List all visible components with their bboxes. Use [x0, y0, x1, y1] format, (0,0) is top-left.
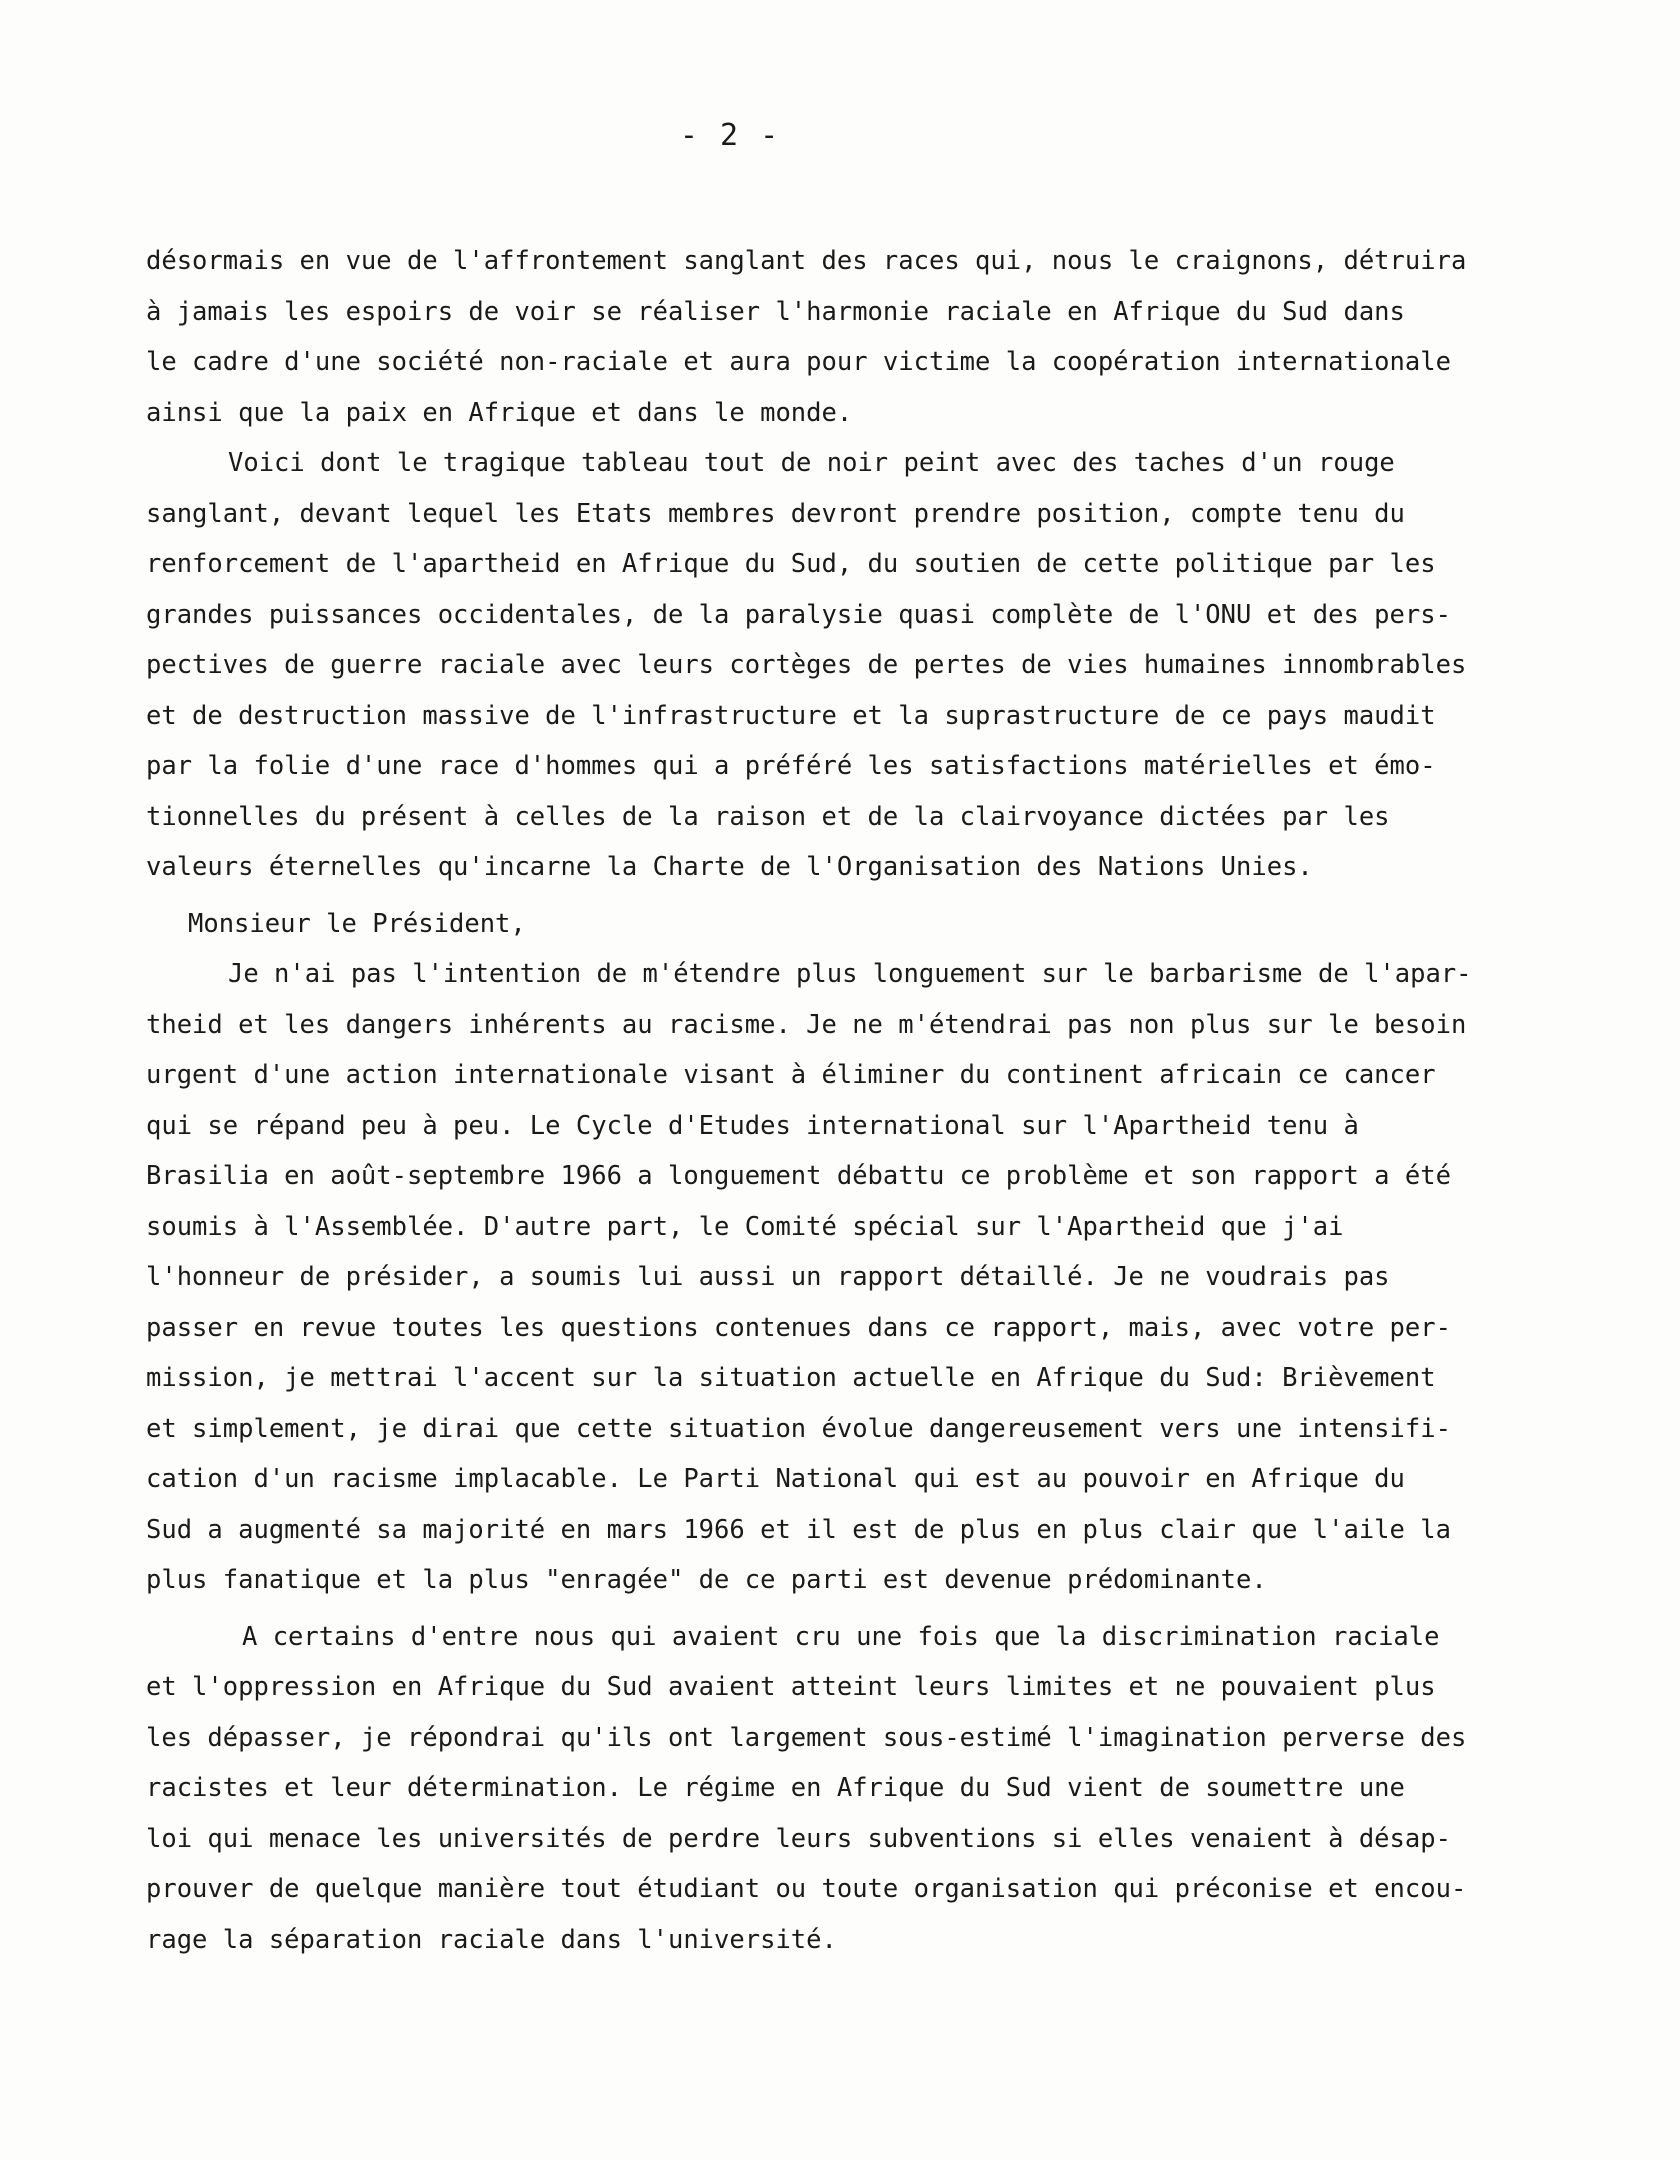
- text-line: mission, je mettrai l'accent sur la situation actuelle en Afrique du Sud: Brièvement: [146, 1363, 1436, 1393]
- text-line: grandes puissances occidentales, de la paralysie quasi complète de l'ONU et des pers-: [146, 599, 1451, 630]
- text-line: l'honneur de présider, a soumis lui aussi un rapport détaillé. Je ne voudrais pas: [146, 1262, 1390, 1292]
- text-line: racistes et leur détermination. Le régime en Afrique du Sud vient de soumettre une: [146, 1773, 1405, 1803]
- text-line: à jamais les espoirs de voir se réaliser l'harmonie raciale en Afrique du Sud dans: [146, 296, 1405, 327]
- text-line: et l'oppression en Afrique du Sud avaient atteint leurs limites et ne pouvaient plus: [146, 1672, 1436, 1702]
- text-line: Sud a augmenté sa majorité en mars 1966 et il est de plus en plus clair que l'aile la: [146, 1514, 1451, 1545]
- text-line: Brasilia en août-septembre 1966 a longuement débattu ce problème et son rapport a été: [146, 1161, 1451, 1191]
- text-line: A certains d'entre nous qui avaient cru une fois que la discrimination raciale: [242, 1621, 1440, 1652]
- salutation: [146, 899, 1586, 950]
- text-line: prouver de quelque manière tout étudiant ou toute organisation qui préconise et encou-: [146, 1874, 1467, 1904]
- text-line: et de destruction massive de l'infrastructure et la suprastructure de ce pays maudit: [146, 700, 1436, 731]
- text-line: ainsi que la paix en Afrique et dans le monde.: [146, 397, 853, 428]
- document-body: [146, 236, 1586, 1965]
- text-line: plus fanatique et la plus "enragée" de ce parti est devenue prédominante.: [146, 1565, 1267, 1595]
- text-line: passer en revue toutes les questions contenues dans ce rapport, mais, avec votre per-: [146, 1312, 1451, 1343]
- paragraph-2: [146, 438, 1586, 893]
- paragraph-5: [146, 1612, 1586, 1966]
- paragraph-1: [146, 236, 1586, 438]
- text-line: les dépasser, je répondrai qu'ils ont largement sous-estimé l'imagination perverse des: [146, 1722, 1467, 1753]
- text-line: valeurs éternelles qu'incarne la Charte de l'Organisation des Nations Unies.: [146, 852, 1313, 882]
- text-line: par la folie d'une race d'hommes qui a préféré les satisfactions matérielles et émo-: [146, 751, 1436, 781]
- text-line: cation d'un racisme implacable. Le Parti National qui est au pouvoir en Afrique du: [146, 1464, 1405, 1494]
- text-line: et simplement, je dirai que cette situation évolue dangereusement vers une intensifi-: [146, 1413, 1451, 1444]
- text-line: theid et les dangers inhérents au racisme. Je ne m'étendrai pas non plus sur le besoin: [146, 1009, 1467, 1040]
- text-line: soumis à l'Assemblée. D'autre part, le Comité spécial sur l'Apartheid que j'ai: [146, 1211, 1344, 1242]
- text-line: qui se répand peu à peu. Le Cycle d'Etudes international sur l'Apartheid tenu à: [146, 1110, 1359, 1141]
- text-line: Je n'ai pas l'intention de m'étendre plus longuement sur le barbarisme de l'apar-: [228, 959, 1472, 989]
- text-line: loi qui menace les universités de perdre leurs subventions si elles venaient à désap-: [146, 1823, 1451, 1854]
- text-line: Voici dont le tragique tableau tout de noir peint avec des taches d'un rouge: [228, 448, 1395, 478]
- text-line: urgent d'une action internationale visant à éliminer du continent africain ce cancer: [146, 1060, 1436, 1090]
- text-line: pectives de guerre raciale avec leurs cortèges de pertes de vies humaines innombrables: [146, 650, 1467, 680]
- text-line: renforcement de l'apartheid en Afrique du Sud, du soutien de cette politique par les: [146, 549, 1436, 579]
- paragraph-4: [146, 949, 1586, 1606]
- page-number: - 2 -: [679, 118, 781, 153]
- text-line: rage la séparation raciale dans l'université.: [146, 1924, 837, 1955]
- text-line: le cadre d'une société non-raciale et aura pour victime la coopération internationale: [146, 347, 1451, 377]
- text-line: désormais en vue de l'affrontement sanglant des races qui, nous le craignons, détruira: [146, 246, 1467, 276]
- text-line: sanglant, devant lequel les Etats membres devront prendre position, compte tenu du: [146, 498, 1405, 529]
- text-line: Monsieur le Président,: [188, 908, 526, 939]
- text-line: tionnelles du présent à celles de la raison et de la clairvoyance dictées par les: [146, 801, 1390, 832]
